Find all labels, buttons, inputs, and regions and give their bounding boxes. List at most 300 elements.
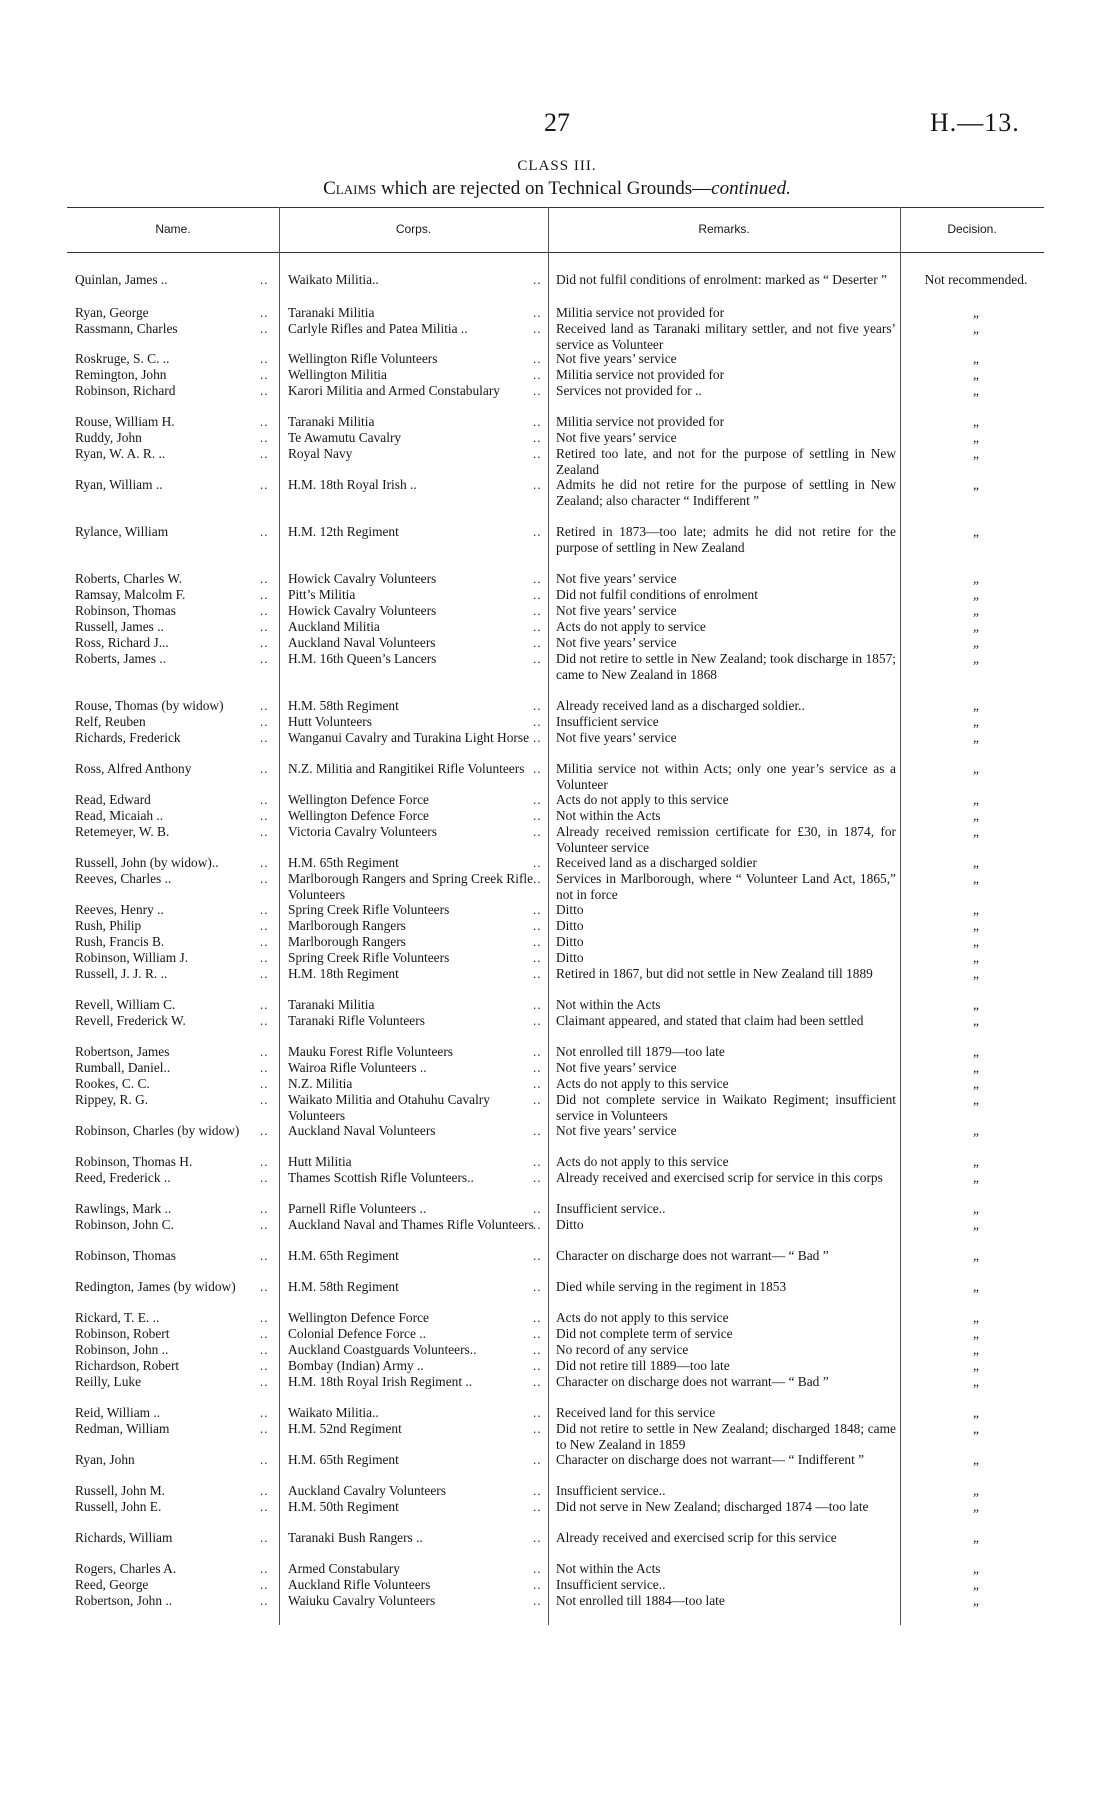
corps-cell: Mauku Forest Rifle Volunteers: [288, 1044, 454, 1059]
corps-cell: Waikato Militia..: [288, 1405, 379, 1420]
decision-cell: „: [973, 1076, 979, 1091]
claimant-name: Reed, Frederick ..: [75, 1170, 171, 1185]
claimant-name: Robinson, John ..: [75, 1342, 169, 1357]
leader-dots: ..: [260, 761, 269, 776]
corps-cell: Marlborough Rangers: [288, 934, 406, 949]
decision-cell: „: [973, 855, 979, 870]
leader-dots: ..: [533, 1358, 542, 1373]
leader-dots: ..: [260, 1421, 269, 1436]
leader-dots: ..: [533, 383, 542, 398]
corps-cell: Hutt Militia: [288, 1154, 352, 1169]
claimant-name: Read, Micaiah ..: [75, 808, 164, 823]
subtitle-main: which are rejected on Technical Grounds—: [381, 178, 712, 199]
corps-cell: H.M. 65th Regiment: [288, 1452, 399, 1467]
corps-cell: H.M. 18th Royal Irish ..: [288, 477, 417, 492]
decision-cell: „: [973, 1561, 979, 1576]
corps-cell: Parnell Rifle Volunteers ..: [288, 1201, 427, 1216]
decision-cell: „: [973, 651, 979, 666]
remarks-cell: Ditto: [556, 918, 584, 933]
decision-cell: „: [973, 934, 979, 949]
leader-dots: ..: [533, 1374, 542, 1389]
remarks-cell: Insufficient service..: [556, 1201, 666, 1216]
subtitle-claims: Claims: [323, 178, 377, 199]
claimant-name: Robertson, John ..: [75, 1593, 173, 1608]
claimant-name: Ross, Alfred Anthony: [75, 761, 192, 776]
leader-dots: ..: [533, 1405, 542, 1420]
decision-cell: „: [973, 321, 979, 336]
decision-cell: „: [973, 351, 979, 366]
leader-dots: ..: [533, 950, 542, 965]
claimant-name: Reeves, Henry ..: [75, 902, 164, 917]
column-divider-2: [548, 207, 549, 1625]
leader-dots: ..: [260, 571, 269, 586]
leader-dots: ..: [533, 351, 542, 366]
corps-cell: H.M. 58th Regiment: [288, 1279, 399, 1294]
corps-cell: H.M. 16th Queen’s Lancers: [288, 651, 437, 666]
decision-cell: „: [973, 950, 979, 965]
remarks-cell: Did not retire till 1889—too late: [556, 1358, 730, 1373]
leader-dots: ..: [533, 1279, 542, 1294]
remarks-cell: Already received remission certificate for £30, in 1874, for Volunteer service: [556, 824, 896, 855]
leader-dots: ..: [533, 1170, 542, 1185]
decision-cell: „: [973, 1405, 979, 1420]
decision-cell: „: [973, 1248, 979, 1263]
remarks-cell: Did not complete term of service: [556, 1326, 733, 1341]
remarks-cell: Received land as Taranaki military settler, and not five years’ service as Volunteer: [556, 321, 896, 352]
decision-cell: Not recommended.: [924, 272, 1028, 287]
subtitle-continued: continued.: [711, 178, 791, 199]
claimant-name: Russell, John M.: [75, 1483, 166, 1498]
page-subtitle: [0, 178, 1114, 200]
claimant-name: Reid, William ..: [75, 1405, 161, 1420]
decision-cell: „: [973, 1170, 979, 1185]
corps-cell: Pitt’s Militia: [288, 587, 356, 602]
corps-cell: Marlborough Rangers and Spring Creek Rifle Volunteers: [288, 871, 534, 902]
leader-dots: ..: [533, 1483, 542, 1498]
remarks-cell: Militia service not provided for: [556, 414, 725, 429]
claimant-name: Russell, J. J. R. ..: [75, 966, 168, 981]
leader-dots: ..: [260, 1076, 269, 1091]
remarks-cell: Not enrolled till 1884—too late: [556, 1593, 725, 1608]
remarks-cell: Not five years’ service: [556, 430, 677, 445]
claimant-name: Robinson, Charles (by widow): [75, 1123, 240, 1138]
remarks-cell: Did not fulfil conditions of enrolment: marked as “ Deserter ”: [556, 272, 887, 287]
decision-cell: „: [973, 619, 979, 634]
decision-cell: „: [973, 383, 979, 398]
remarks-cell: Received land as a discharged soldier: [556, 855, 757, 870]
leader-dots: ..: [260, 1374, 269, 1389]
claimant-name: Rawlings, Mark ..: [75, 1201, 172, 1216]
decision-cell: „: [973, 305, 979, 320]
claimant-name: Redman, William: [75, 1421, 170, 1436]
claimant-name: Rookes, C. C.: [75, 1076, 150, 1091]
leader-dots: ..: [533, 714, 542, 729]
claimant-name: Robinson, Thomas H.: [75, 1154, 193, 1169]
remarks-cell: Services not provided for ..: [556, 383, 702, 398]
corps-cell: Taranaki Militia: [288, 414, 375, 429]
corps-cell: Wellington Rifle Volunteers: [288, 351, 438, 366]
leader-dots: ..: [260, 1342, 269, 1357]
corps-cell: Carlyle Rifles and Patea Militia ..: [288, 321, 468, 336]
claimant-name: Russell, John E.: [75, 1499, 162, 1514]
corps-cell: Colonial Defence Force ..: [288, 1326, 426, 1341]
corps-cell: Taranaki Militia: [288, 305, 375, 320]
remarks-cell: Not within the Acts: [556, 1561, 661, 1576]
decision-cell: „: [973, 1092, 979, 1107]
remarks-cell: Acts do not apply to service: [556, 619, 706, 634]
leader-dots: ..: [533, 1499, 542, 1514]
leader-dots: ..: [533, 321, 542, 336]
leader-dots: ..: [260, 792, 269, 807]
leader-dots: ..: [260, 1248, 269, 1263]
remarks-cell: Insufficient service: [556, 714, 659, 729]
remarks-cell: Acts do not apply to this service: [556, 792, 729, 807]
remarks-cell: Not five years’ service: [556, 1060, 677, 1075]
leader-dots: ..: [533, 1201, 542, 1216]
leader-dots: ..: [260, 1452, 269, 1467]
remarks-cell: Died while serving in the regiment in 1853: [556, 1279, 787, 1294]
decision-cell: „: [973, 1593, 979, 1608]
leader-dots: ..: [260, 1358, 269, 1373]
leader-dots: ..: [260, 1013, 269, 1028]
decision-cell: „: [973, 1060, 979, 1075]
leader-dots: ..: [533, 446, 542, 461]
leader-dots: ..: [260, 918, 269, 933]
leader-dots: ..: [533, 698, 542, 713]
corps-cell: Royal Navy: [288, 446, 353, 461]
corps-cell: Bombay (Indian) Army ..: [288, 1358, 424, 1373]
claimant-name: Rylance, William: [75, 524, 169, 539]
remarks-cell: Retired too late, and not for the purpose of settling in New Zealand: [556, 446, 896, 477]
remarks-cell: Already received and exercised scrip for service in this corps: [556, 1170, 883, 1185]
leader-dots: ..: [533, 1248, 542, 1263]
leader-dots: ..: [260, 524, 269, 539]
leader-dots: ..: [533, 635, 542, 650]
decision-cell: „: [973, 1326, 979, 1341]
remarks-cell: Not five years’ service: [556, 730, 677, 745]
leader-dots: ..: [533, 305, 542, 320]
remarks-cell: Insufficient service..: [556, 1577, 666, 1592]
leader-dots: ..: [533, 966, 542, 981]
remarks-cell: Ditto: [556, 950, 584, 965]
claimant-name: Rickard, T. E. ..: [75, 1310, 160, 1325]
claimant-name: Rumball, Daniel..: [75, 1060, 171, 1075]
leader-dots: ..: [533, 1310, 542, 1325]
corps-cell: Auckland Cavalry Volunteers: [288, 1483, 446, 1498]
corps-cell: H.M. 18th Royal Irish Regiment ..: [288, 1374, 473, 1389]
decision-cell: „: [973, 871, 979, 886]
leader-dots: ..: [533, 1123, 542, 1138]
leader-dots: ..: [260, 1060, 269, 1075]
decision-cell: „: [973, 1217, 979, 1232]
corps-cell: Marlborough Rangers: [288, 918, 406, 933]
remarks-cell: Did not complete service in Waikato Regiment; insufficient service in Volunteers: [556, 1092, 896, 1123]
leader-dots: ..: [260, 1170, 269, 1185]
leader-dots: ..: [533, 651, 542, 666]
claimant-name: Richardson, Robert: [75, 1358, 180, 1373]
remarks-cell: Not five years’ service: [556, 635, 677, 650]
claimant-name: Remington, John: [75, 367, 167, 382]
remarks-cell: Not within the Acts: [556, 808, 661, 823]
corps-cell: Thames Scottish Rifle Volunteers..: [288, 1170, 474, 1185]
remarks-cell: Did not fulfil conditions of enrolment: [556, 587, 758, 602]
claimant-name: Robinson, Thomas: [75, 603, 176, 618]
corps-cell: H.M. 58th Regiment: [288, 698, 399, 713]
leader-dots: ..: [533, 997, 542, 1012]
leader-dots: ..: [260, 321, 269, 336]
claimant-name: Ramsay, Malcolm F.: [75, 587, 186, 602]
remarks-cell: Insufficient service..: [556, 1483, 666, 1498]
decision-cell: „: [973, 792, 979, 807]
leader-dots: ..: [260, 1154, 269, 1169]
claimant-name: Russell, James ..: [75, 619, 164, 634]
claimant-name: Roberts, Charles W.: [75, 571, 183, 586]
decision-cell: „: [973, 1358, 979, 1373]
leader-dots: ..: [260, 1577, 269, 1592]
leader-dots: ..: [260, 934, 269, 949]
claimant-name: Relf, Reuben: [75, 714, 146, 729]
decision-cell: „: [973, 1374, 979, 1389]
leader-dots: ..: [533, 918, 542, 933]
remarks-cell: No record of any service: [556, 1342, 689, 1357]
corps-cell: Wellington Defence Force: [288, 808, 429, 823]
remarks-cell: Not within the Acts: [556, 997, 661, 1012]
corps-cell: Wellington Defence Force: [288, 1310, 429, 1325]
decision-cell: „: [973, 446, 979, 461]
decision-cell: „: [973, 1310, 979, 1325]
claimant-name: Ryan, William ..: [75, 477, 163, 492]
remarks-cell: Ditto: [556, 1217, 584, 1232]
corps-cell: Hutt Volunteers: [288, 714, 372, 729]
remarks-cell: Retired in 1873—too late; admits he did not retire for the purpose of settling in New Zealand: [556, 524, 896, 555]
claimant-name: Robinson, Richard: [75, 383, 176, 398]
leader-dots: ..: [533, 1421, 542, 1436]
corps-cell: Karori Militia and Armed Constabulary: [288, 383, 500, 398]
column-divider-1: [279, 207, 280, 1625]
remarks-cell: Received land for this service: [556, 1405, 716, 1420]
remarks-cell: Already received and exercised scrip for this service: [556, 1530, 837, 1545]
corps-cell: Auckland Coastguards Volunteers..: [288, 1342, 477, 1357]
claimant-name: Quinlan, James ..: [75, 272, 168, 287]
leader-dots: ..: [533, 1561, 542, 1576]
leader-dots: ..: [260, 824, 269, 839]
decision-cell: „: [973, 761, 979, 776]
corps-cell: Auckland Rifle Volunteers: [288, 1577, 431, 1592]
leader-dots: ..: [260, 902, 269, 917]
leader-dots: ..: [260, 1092, 269, 1107]
decision-cell: „: [973, 414, 979, 429]
decision-cell: „: [973, 430, 979, 445]
corps-cell: Wellington Defence Force: [288, 792, 429, 807]
document-reference: H.—13.: [930, 108, 1020, 137]
leader-dots: ..: [260, 414, 269, 429]
leader-dots: ..: [533, 571, 542, 586]
remarks-cell: Militia service not provided for: [556, 367, 725, 382]
leader-dots: ..: [260, 367, 269, 382]
decision-cell: „: [973, 902, 979, 917]
leader-dots: ..: [260, 351, 269, 366]
leader-dots: ..: [533, 1217, 542, 1232]
leader-dots: ..: [260, 1123, 269, 1138]
claimant-name: Rouse, William H.: [75, 414, 175, 429]
decision-cell: „: [973, 997, 979, 1012]
claimant-name: Rogers, Charles A.: [75, 1561, 177, 1576]
leader-dots: ..: [533, 824, 542, 839]
corps-cell: H.M. 65th Regiment: [288, 855, 399, 870]
leader-dots: ..: [533, 603, 542, 618]
leader-dots: ..: [260, 966, 269, 981]
leader-dots: ..: [260, 714, 269, 729]
leader-dots: ..: [533, 792, 542, 807]
claimant-name: Reilly, Luke: [75, 1374, 142, 1389]
leader-dots: ..: [533, 871, 542, 886]
decision-cell: „: [973, 966, 979, 981]
remarks-cell: Admits he did not retire for the purpose of settling in New Zealand; also character “ Indifferent ”: [556, 477, 896, 508]
decision-cell: „: [973, 1013, 979, 1028]
leader-dots: ..: [260, 603, 269, 618]
leader-dots: ..: [533, 902, 542, 917]
remarks-cell: Not enrolled till 1879—too late: [556, 1044, 725, 1059]
claimant-name: Retemeyer, W. B.: [75, 824, 170, 839]
leader-dots: ..: [533, 1326, 542, 1341]
corps-cell: Waiuku Cavalry Volunteers: [288, 1593, 436, 1608]
claimant-name: Rush, Francis B.: [75, 934, 165, 949]
leader-dots: ..: [533, 587, 542, 602]
decision-cell: „: [973, 1499, 979, 1514]
claimant-name: Robinson, Thomas: [75, 1248, 176, 1263]
claimant-name: Rouse, Thomas (by widow): [75, 698, 224, 713]
remarks-cell: Not five years’ service: [556, 603, 677, 618]
leader-dots: ..: [260, 808, 269, 823]
remarks-cell: Services in Marlborough, where “ Volunteer Land Act, 1865,” not in force: [556, 871, 896, 902]
leader-dots: ..: [260, 1217, 269, 1232]
page-number: 27: [544, 108, 570, 137]
leader-dots: ..: [260, 635, 269, 650]
leader-dots: ..: [260, 871, 269, 886]
corps-cell: H.M. 52nd Regiment: [288, 1421, 402, 1436]
remarks-cell: Acts do not apply to this service: [556, 1154, 729, 1169]
leader-dots: ..: [533, 619, 542, 634]
leader-dots: ..: [260, 477, 269, 492]
claimant-name: Ross, Richard J...: [75, 635, 169, 650]
remarks-cell: Acts do not apply to this service: [556, 1310, 729, 1325]
leader-dots: ..: [533, 1013, 542, 1028]
table-top-rule: [67, 207, 1044, 208]
claimant-name: Rippey, R. G.: [75, 1092, 149, 1107]
leader-dots: ..: [533, 934, 542, 949]
leader-dots: ..: [533, 524, 542, 539]
decision-cell: „: [973, 730, 979, 745]
corps-cell: H.M. 65th Regiment: [288, 1248, 399, 1263]
column-header-decision: Decision.: [947, 222, 997, 236]
decision-cell: „: [973, 1452, 979, 1467]
leader-dots: ..: [260, 1326, 269, 1341]
decision-cell: „: [973, 1577, 979, 1592]
decision-cell: „: [973, 635, 979, 650]
claimant-name: Revell, Frederick W.: [75, 1013, 186, 1028]
leader-dots: ..: [533, 1076, 542, 1091]
claimant-name: Robinson, John C.: [75, 1217, 174, 1232]
leader-dots: ..: [533, 367, 542, 382]
claimant-name: Ryan, George: [75, 305, 149, 320]
claimant-name: Richards, Frederick: [75, 730, 181, 745]
leader-dots: ..: [260, 1279, 269, 1294]
decision-cell: „: [973, 587, 979, 602]
remarks-cell: Not five years’ service: [556, 1123, 677, 1138]
corps-cell: H.M. 18th Regiment: [288, 966, 399, 981]
corps-cell: Waikato Militia and Otahuhu Cavalry Volunteers: [288, 1092, 490, 1123]
leader-dots: ..: [533, 1593, 542, 1608]
leader-dots: ..: [533, 1530, 542, 1545]
corps-cell: Auckland Naval and Thames Rifle Volunteers: [288, 1217, 534, 1232]
decision-cell: „: [973, 1154, 979, 1169]
remarks-cell: Did not retire to settle in New Zealand; discharged 1848; came to New Zealand in 1859: [556, 1421, 896, 1452]
column-header-corps: Corps.: [395, 222, 432, 236]
decision-cell: „: [973, 1279, 979, 1294]
decision-cell: „: [973, 1123, 979, 1138]
corps-cell: Waikato Militia..: [288, 272, 379, 287]
leader-dots: ..: [533, 1342, 542, 1357]
decision-cell: „: [973, 714, 979, 729]
remarks-cell: Ditto: [556, 902, 584, 917]
corps-cell: N.Z. Militia and Rangitikei Rifle Volunteers: [288, 761, 525, 776]
claimant-name: Roskruge, S. C. ..: [75, 351, 170, 366]
leader-dots: ..: [260, 1044, 269, 1059]
leader-dots: ..: [260, 1405, 269, 1420]
leader-dots: ..: [533, 855, 542, 870]
corps-cell: Taranaki Bush Rangers ..: [288, 1530, 423, 1545]
remarks-cell: Did not retire to settle in New Zealand; took discharge in 1857; came to New Zealand in 1868: [556, 651, 896, 682]
corps-cell: Spring Creek Rifle Volunteers: [288, 950, 450, 965]
leader-dots: ..: [533, 761, 542, 776]
leader-dots: ..: [533, 477, 542, 492]
claimant-name: Ryan, W. A. R. ..: [75, 446, 166, 461]
claimant-name: Robertson, James: [75, 1044, 170, 1059]
corps-cell: Victoria Cavalry Volunteers: [288, 824, 437, 839]
decision-cell: „: [973, 477, 979, 492]
remarks-cell: Retired in 1867, but did not settle in New Zealand till 1889: [556, 966, 873, 981]
corps-cell: H.M. 12th Regiment: [288, 524, 399, 539]
column-header-name: Name.: [155, 222, 191, 236]
corps-cell: Taranaki Rifle Volunteers: [288, 1013, 425, 1028]
claimant-name: Redington, James (by widow): [75, 1279, 236, 1294]
claimant-name: Read, Edward: [75, 792, 151, 807]
leader-dots: ..: [260, 1201, 269, 1216]
leader-dots: ..: [260, 1593, 269, 1608]
corps-cell: Howick Cavalry Volunteers: [288, 571, 437, 586]
corps-cell: Wellington Militia: [288, 367, 387, 382]
decision-cell: „: [973, 603, 979, 618]
leader-dots: ..: [260, 651, 269, 666]
leader-dots: ..: [260, 1483, 269, 1498]
leader-dots: ..: [260, 587, 269, 602]
leader-dots: ..: [260, 1530, 269, 1545]
decision-cell: „: [973, 824, 979, 839]
leader-dots: ..: [260, 1499, 269, 1514]
remarks-cell: Ditto: [556, 934, 584, 949]
leader-dots: ..: [260, 950, 269, 965]
claimant-name: Ruddy, John: [75, 430, 142, 445]
decision-cell: „: [973, 1483, 979, 1498]
claimant-name: Rassmann, Charles: [75, 321, 178, 336]
leader-dots: ..: [260, 997, 269, 1012]
claimant-name: Robinson, William J.: [75, 950, 189, 965]
decision-cell: „: [973, 1421, 979, 1436]
corps-cell: Auckland Naval Volunteers: [288, 1123, 436, 1138]
remarks-cell: Not five years’ service: [556, 571, 677, 586]
decision-cell: „: [973, 1342, 979, 1357]
decision-cell: „: [973, 808, 979, 823]
